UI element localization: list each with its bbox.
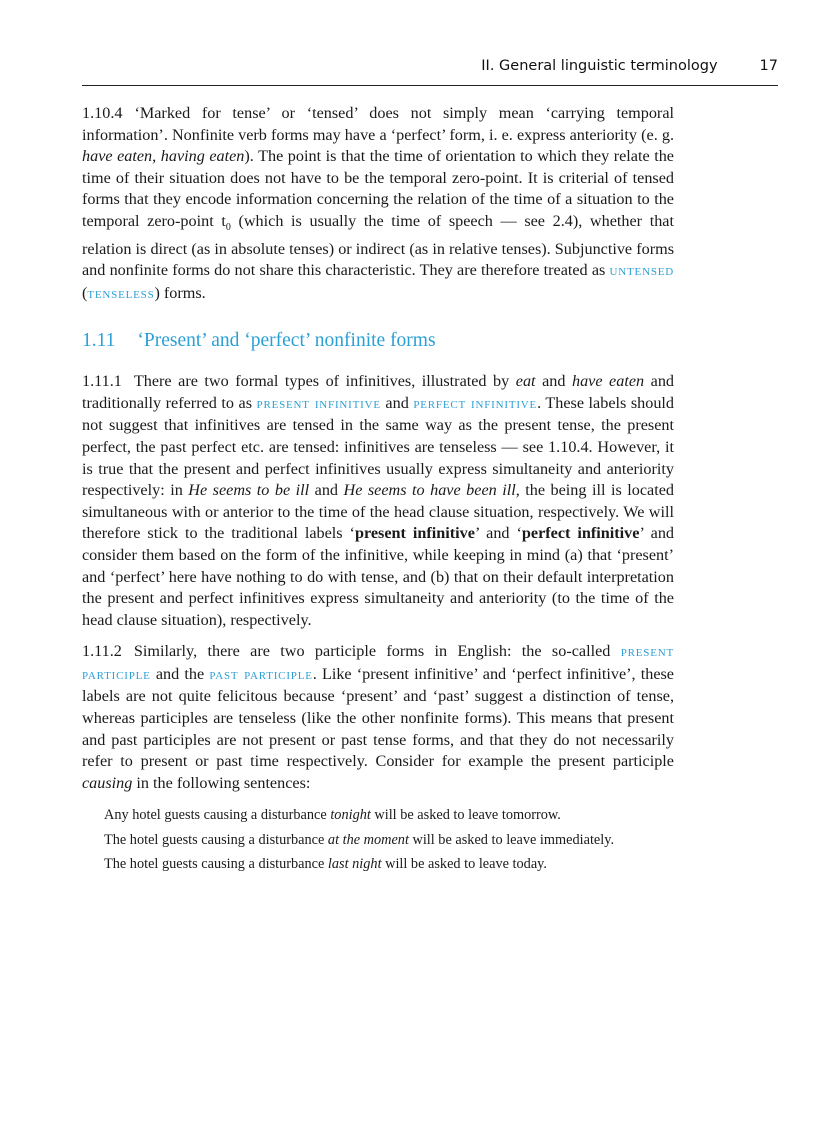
- text-run: (which is usually the time of speech — see 2.4), whether that relation is direct (as in absolute tenses) or indirect (as in relative tenses). Subjunctive forms and nonfinite forms do not share this characteristic. They are therefore treated as: [82, 211, 674, 280]
- running-head-title: II. General linguistic terminology: [481, 58, 718, 74]
- section-number: 1.11: [82, 329, 116, 351]
- text-run: (: [82, 283, 88, 302]
- example-sentence: [104, 855, 674, 875]
- italic-term: have eaten: [82, 147, 153, 166]
- text-run: . Like ‘present infinitive’ and ‘perfect infinitive’, these labels are not quite felicitous because ‘present’ and ‘past’ suggest a distinction of tense, whereas participles are tenseless (like the other nonfinite forms). This means that present and past participles are not present or past tense forms, and that they do not necessarily refer to present or past time respectively. Consider for example the present participle: [82, 664, 674, 771]
- header-rule: [82, 85, 778, 86]
- text-run: . These labels should not suggest that infinitives are tensed in the same way as the present tense, the present perfect, the past perfect etc. are tensed: infinitives are tenseless — see 1.10.4. However, it is true that the present and perfect infinitives usually express simultaneity and anteriority respectively: in: [82, 393, 675, 500]
- text-run: There are two formal types of infinitives, illustrated by: [133, 372, 516, 391]
- running-head: [82, 58, 778, 74]
- text-run: ‘Marked for tense’ or ‘tensed’ does not simply mean ‘carrying temporal information’. Nonfinite verb forms may have a ‘perfect’ form, i. e. express anteriority (e. g.: [82, 104, 674, 144]
- italic-example: He seems to be ill: [188, 481, 310, 500]
- text-run: ). The point is that the time of orientation to which they relate the time of their situation does not have to be the temporal zero-point. It is criterial of tensed forms that they encode information concerning the relation of the time of a situation to the temporal zero-point t: [82, 147, 674, 230]
- text-run: ’ and ‘: [474, 524, 522, 543]
- term-past-participle: past participle: [209, 666, 313, 683]
- example-text: The hotel guests causing a disturbance: [104, 831, 328, 848]
- paragraph-1-10-4: [82, 103, 674, 306]
- text-run: ,: [152, 147, 161, 166]
- page-body: [82, 103, 674, 880]
- text-run: and: [309, 481, 344, 500]
- text-run: ) forms.: [154, 283, 206, 302]
- term-untensed: untensed: [609, 263, 674, 280]
- term-tenseless: tenseless: [87, 285, 155, 302]
- text-run: in the following sentences:: [132, 773, 311, 792]
- bold-term: perfect infinitive: [521, 524, 640, 543]
- example-text: will be asked to leave immediately.: [408, 831, 615, 848]
- bold-term: present infinitive: [354, 524, 475, 543]
- example-text: Any hotel guests causing a disturbance: [104, 807, 331, 824]
- section-heading: [82, 330, 674, 352]
- italic-example: He seems to have been ill: [343, 481, 516, 500]
- italic-term: having eaten: [160, 147, 245, 166]
- page-number: 17: [759, 58, 778, 74]
- paragraph-1-11-1: [82, 371, 674, 631]
- text-run: and: [535, 372, 572, 391]
- paragraph-number: 1.10.4: [82, 104, 123, 122]
- text-run: and: [380, 393, 414, 412]
- example-emphasis: at the moment: [327, 831, 409, 848]
- example-sentences: [104, 806, 674, 875]
- italic-term: have eaten: [571, 372, 645, 391]
- example-sentence: [104, 806, 674, 826]
- paragraph-number: 1.11.1: [82, 372, 122, 391]
- example-text: will be asked to leave tomorrow.: [370, 807, 561, 824]
- paragraph-number: 1.11.2: [82, 642, 122, 661]
- italic-term: causing: [82, 773, 133, 792]
- paragraph-1-11-2: [82, 641, 674, 794]
- example-emphasis: last night: [327, 856, 382, 873]
- section-title: ‘Present’ and ‘perfect’ nonfinite forms: [137, 329, 436, 351]
- subscript: 0: [225, 222, 231, 234]
- term-present-participle: present participle: [82, 644, 674, 683]
- term-perfect-infinitive: perfect infinitive: [413, 395, 538, 412]
- text-run: and traditionally referred to as: [82, 372, 675, 412]
- text-run: , the being ill is located simultaneous with or anterior to the time of the head clause situation, respectively. We will therefore stick to the traditional labels ‘: [82, 481, 674, 543]
- example-text: will be asked to leave today.: [381, 856, 547, 873]
- italic-term: eat: [515, 372, 536, 391]
- example-sentence: [104, 831, 674, 851]
- example-text: The hotel guests causing a disturbance: [104, 856, 328, 873]
- text-run: Similarly, there are two participle forms in English: the so-called: [133, 642, 621, 661]
- text-run: ’ and consider them based on the form of the infinitive, while keeping in mind (a) that ‘present’ and ‘perfect’ here have nothing to do with tense, and (b) that on their default interpretation the present and perfect infinitives express simultaneity and anteriority (to the time of the head clause situation), respectively.: [82, 524, 675, 629]
- text-run: and the: [150, 664, 210, 683]
- example-emphasis: tonight: [330, 807, 371, 824]
- term-present-infinitive: present infinitive: [256, 395, 381, 412]
